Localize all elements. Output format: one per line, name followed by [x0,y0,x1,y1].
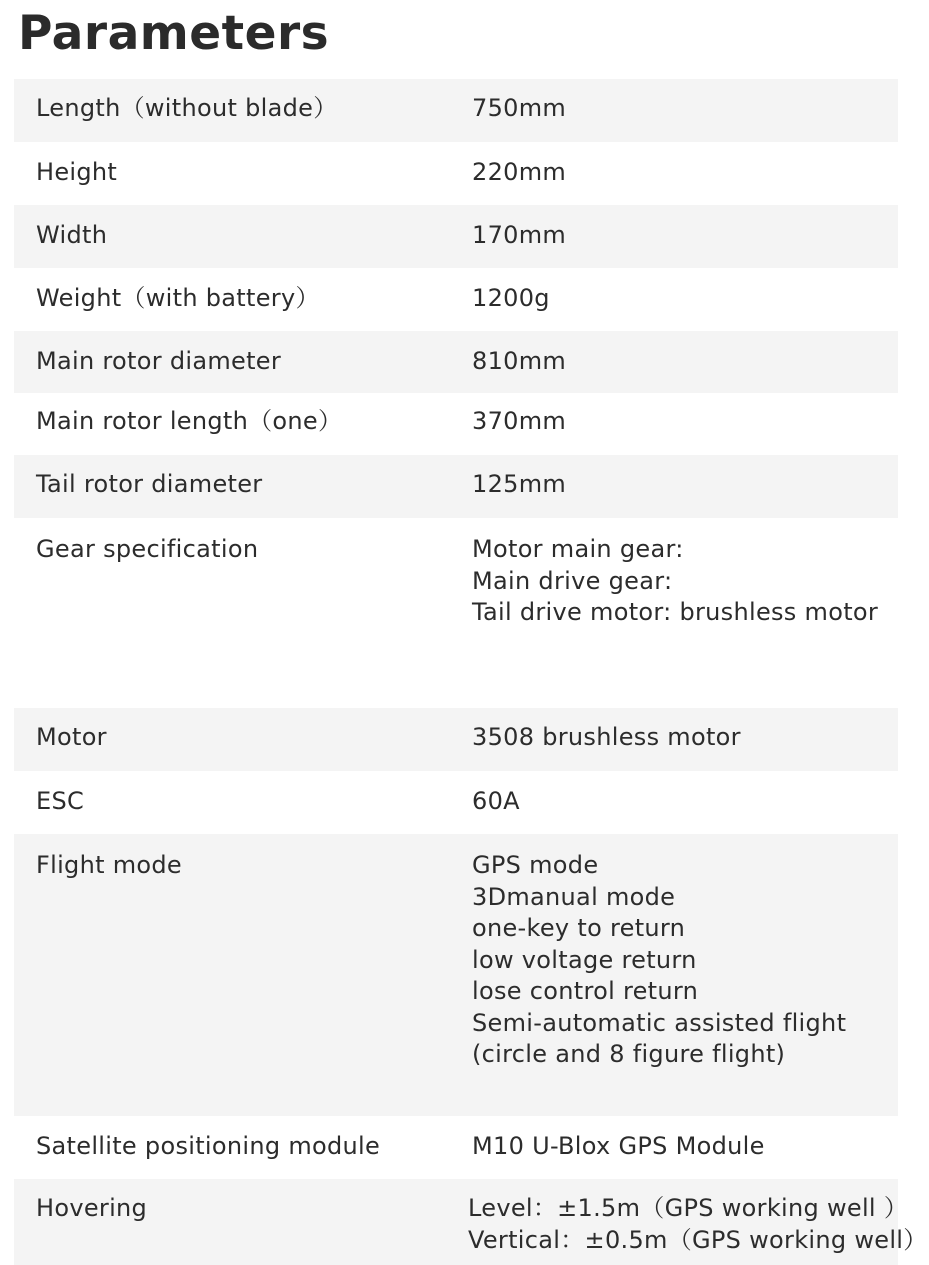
spec-label: Main rotor length（one） [36,407,343,435]
spec-label: Weight（with battery） [36,284,320,312]
spec-value [472,406,566,438]
spec-value-line: Level：±1.5m（GPS working well ） [468,1194,909,1222]
spec-label: Hovering [36,1194,148,1222]
spec-row-length [14,79,898,142]
spec-value [472,1131,765,1163]
spec-value-line: 750mm [472,94,567,122]
spec-row-width [14,205,898,268]
spec-value-line: 3Dmanual mode [472,882,676,911]
spec-value-line: 810mm [472,347,567,375]
spec-row-height [14,142,898,205]
spec-value [472,93,566,125]
spec-row-main-rotor-length [14,393,898,455]
spec-value-line: low voltage return [472,945,697,974]
spec-value [472,469,566,501]
spec-label: Length（without blade） [36,94,338,122]
page-title: Parameters [18,6,330,61]
spec-value-line: GPS mode [472,851,599,879]
spec-value-line: 1200g [472,284,550,312]
spec-label: ESC [36,787,85,815]
spec-label: Gear specification [36,535,259,563]
spec-value-line: 3508 brushless motor [472,723,741,751]
spec-label: Main rotor diameter [36,347,282,375]
spec-value [472,346,566,378]
spec-value [472,850,846,1071]
spec-value-line: Tail drive motor: brushless motor [472,598,879,626]
spec-value-line: Motor main gear: [472,535,684,563]
spec-row-motor [14,708,898,771]
spec-value-line: Main drive gear: [472,566,673,595]
spec-value-line: lose control return [472,977,699,1005]
spec-value [468,1193,928,1256]
spec-value [472,220,566,252]
spec-value-line: one-key to return [472,914,686,942]
spec-label: Satellite positioning module [36,1132,381,1160]
spec-label: Width [36,221,108,249]
spec-value-line: Semi-automatic assisted flight [472,1008,847,1037]
spec-value-line: 370mm [472,407,567,435]
spec-label: Height [36,158,118,186]
spec-value [472,534,878,629]
spec-row-flight-mode [14,834,898,1116]
spec-value-line: 125mm [472,470,567,498]
spec-value-line: M10 U-Blox GPS Module [472,1132,765,1160]
spec-value [472,786,520,818]
spec-label: Tail rotor diameter [36,470,263,498]
spec-row-tail-rotor-diameter [14,455,898,518]
spec-value-line: 220mm [472,158,567,186]
spec-label: Flight mode [36,851,182,879]
spec-value-line: 60A [472,787,520,815]
spec-row-satellite-positioning-module [14,1116,898,1179]
spec-row-main-rotor-diameter [14,331,898,393]
parameters-table [14,79,928,1265]
spec-row-gear-specification [14,518,898,708]
spec-row-esc [14,771,898,834]
spec-value-line: (circle and 8 figure flight) [472,1040,786,1068]
spec-row-hovering [14,1179,928,1265]
spec-value [472,283,550,315]
spec-value-line: 170mm [472,221,567,249]
spec-row-weight [14,268,898,331]
spec-value [472,722,741,754]
spec-label: Motor [36,723,107,751]
spec-value [472,157,566,189]
spec-value-line: Vertical：±0.5m（GPS working well） [468,1225,928,1254]
